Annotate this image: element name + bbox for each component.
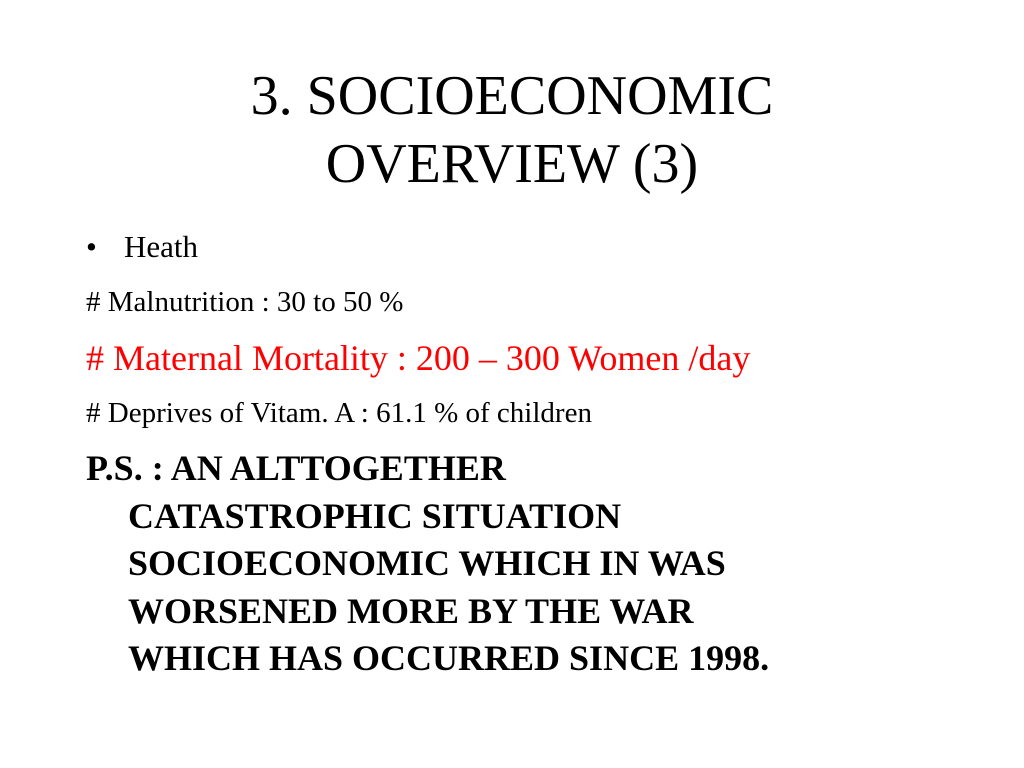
ps-line-2: CATASTROPHIC SITUATION xyxy=(128,495,622,536)
maternal-mortality-line: # Maternal Mortality : 200 – 300 Women /day xyxy=(86,338,751,378)
slide-title xyxy=(100,62,924,198)
bullet-text: Heath xyxy=(124,229,199,264)
ps-note xyxy=(86,445,986,683)
ps-line-1: P.S. : AN ALTTOGETHER xyxy=(86,448,506,488)
bullet-dot-icon: • xyxy=(86,229,97,264)
slide-body xyxy=(86,226,986,683)
malnutrition-line: # Malnutrition : 30 to 50 % xyxy=(86,286,404,318)
ps-line-4: WORSENED MORE BY THE WAR xyxy=(128,590,694,631)
bullet-item-heath xyxy=(86,226,986,268)
slide-title-line-2: OVERVIEW (3) xyxy=(325,133,699,195)
ps-line-5: WHICH HAS OCCURRED SINCE 1998. xyxy=(128,638,770,678)
vitamin-a-line: # Deprives of Vitam. A : 61.1 % of children xyxy=(86,397,592,429)
slide-title-line-1: 3. SOCIOECONOMIC xyxy=(250,65,774,127)
ps-line-3: SOCIOECONOMIC WHICH IN WAS xyxy=(128,543,726,583)
